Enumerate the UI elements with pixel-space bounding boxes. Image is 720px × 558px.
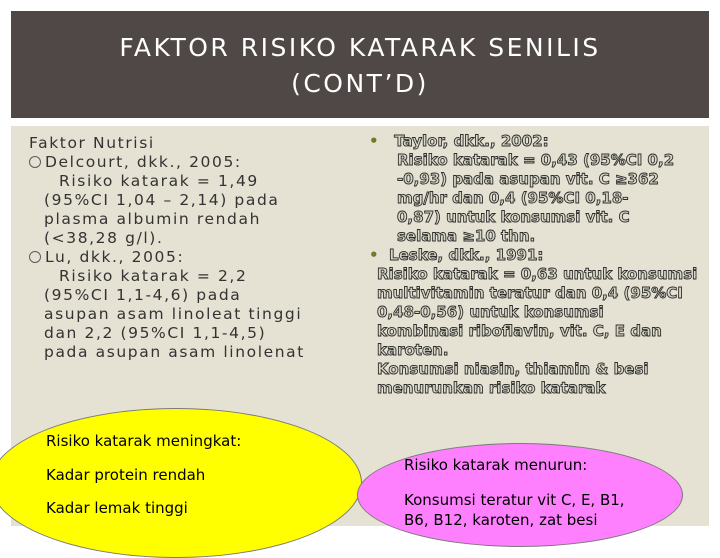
- finding-line: multivitamin teratur dan 0,4 (95%CI: [377, 284, 683, 302]
- finding-line: 0,48-0,56) untuk konsumsi: [377, 303, 604, 321]
- finding-line: Risiko katarak = 0,63 untuk konsumsi: [377, 265, 698, 283]
- right-column: [369, 132, 709, 398]
- finding-line: (95%CI 1,1-4,6) pada: [44, 286, 242, 304]
- finding-line: karoten.: [377, 341, 449, 359]
- finding-line: menurunkan risiko katarak: [377, 379, 606, 397]
- finding-line: Risiko katarak = 0,43 (95%CI 0,2: [397, 151, 675, 169]
- decreased-risk-line: Konsumsi teratur vit C, E, B1,: [404, 491, 625, 509]
- bullet-dot-icon: •: [369, 246, 379, 264]
- title-bar: [11, 11, 709, 118]
- finding-line: Risiko katarak = 2,2: [59, 267, 248, 285]
- finding-line: asupan asam linoleat tinggi: [44, 305, 303, 323]
- finding-line: plasma albumin rendah: [44, 210, 262, 228]
- hollow-bullet-icon: [29, 156, 41, 168]
- reference-delcourt: Delcourt, dkk., 2005:: [29, 153, 349, 172]
- finding-line: kombinasi riboflavin, vit. C, E dan: [377, 322, 662, 340]
- reference-taylor: • Taylor, dkk., 2002:: [369, 132, 549, 150]
- finding-line: -0,93) pada asupan vit. C ≥362: [397, 170, 659, 188]
- hollow-bullet-icon: [29, 251, 41, 263]
- decreased-risk-title: Risiko katarak menurun:: [404, 456, 588, 474]
- finding-line: Konsumsi niasin, thiamin & besi: [377, 360, 649, 378]
- finding-line: mg/hr dan 0,4 (95%CI 0,18-: [397, 189, 629, 207]
- increased-risk-title: Risiko katarak meningkat:: [46, 432, 242, 450]
- section-heading: Faktor Nutrisi: [29, 134, 155, 152]
- reference-lu: Lu, dkk., 2005:: [29, 248, 349, 267]
- bullet-dot-icon: •: [369, 132, 379, 150]
- finding-line: pada asupan asam linolenat: [44, 343, 305, 361]
- finding-line: selama ≥10 thn.: [397, 227, 536, 245]
- finding-line: (<38,28 g/l).: [44, 229, 164, 247]
- decreased-risk-line: B6, B12, karoten, zat besi: [404, 511, 598, 529]
- left-column: [29, 134, 349, 362]
- reference-leske: • Leske, dkk., 1991:: [369, 246, 544, 264]
- increased-risk-item: Kadar lemak tinggi: [46, 499, 188, 517]
- finding-line: dan 2,2 (95%CI 1,1-4,5): [44, 324, 267, 342]
- finding-line: 0,87) untuk konsumsi vit. C: [397, 208, 630, 226]
- finding-line: (95%CI 1,04 – 2,14) pada: [44, 191, 280, 209]
- finding-line: Risiko katarak = 1,49: [59, 172, 259, 190]
- slide-title-line-2: (CONT’D): [291, 69, 429, 98]
- slide-title-line-1: FAKTOR RISIKO KATARAK SENILIS: [119, 33, 601, 62]
- increased-risk-item: Kadar protein rendah: [46, 466, 206, 484]
